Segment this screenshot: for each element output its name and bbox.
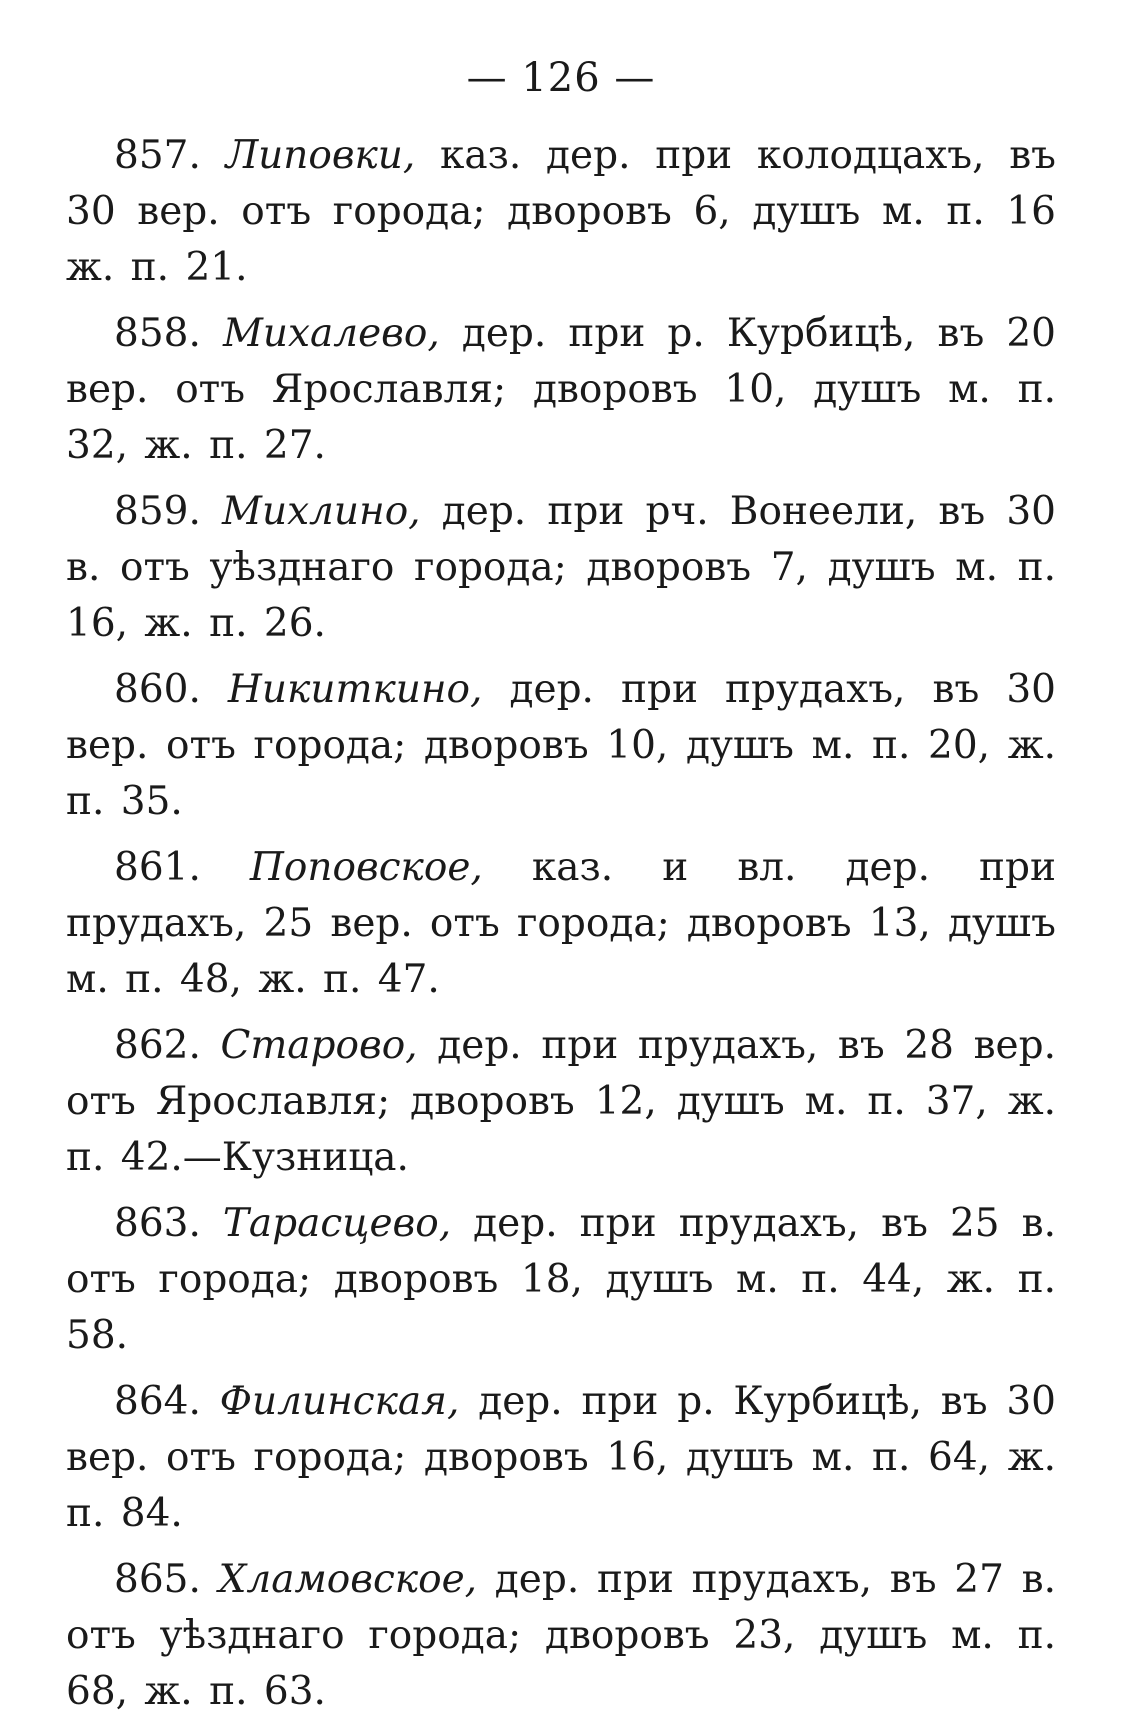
entry-number: 857. <box>114 133 201 178</box>
entry-864 <box>66 1374 1056 1542</box>
page-number: — 126 — <box>466 55 656 101</box>
entry-number: 863. <box>114 1201 201 1246</box>
entry-text: дер. при р. Курбицѣ, въ 20 вер. отъ Ярославля; дворовъ 10, душъ м. п. 32, ж. п. 27. <box>66 311 1056 468</box>
entry-text: каз. дер. при колодцахъ, въ 30 вер. отъ города; дворовъ 6, душъ м. п. 16 ж. п. 21. <box>66 133 1056 290</box>
entry-number: 858. <box>114 311 201 356</box>
entry-number: 859. <box>114 489 201 534</box>
entry-859 <box>66 484 1056 652</box>
entry-857 <box>66 128 1056 296</box>
entry-861 <box>66 840 1056 1008</box>
place-name: Никиткино, <box>227 667 483 712</box>
place-name: Липовки, <box>225 133 416 178</box>
place-name: Михлино, <box>222 489 421 534</box>
place-name: Хламовское, <box>218 1557 478 1602</box>
entry-865 <box>66 1552 1056 1720</box>
entry-text: дер. при прудахъ, въ 27 в. отъ уѣзднаго города; дворовъ 23, душъ м. п. 68, ж. п. 63. <box>66 1557 1056 1714</box>
entry-number: 860. <box>114 667 201 712</box>
entry-858 <box>66 306 1056 474</box>
entry-number: 864. <box>114 1379 201 1424</box>
entry-860 <box>66 662 1056 830</box>
entry-number: 865. <box>114 1557 201 1602</box>
entry-text: каз. и вл. дер. при прудахъ, 25 вер. отъ города; дворовъ 13, душъ м. п. 48, ж. п. 47. <box>66 845 1056 1002</box>
entry-number: 862. <box>114 1023 201 1068</box>
place-name: Михалево, <box>222 311 440 356</box>
entry-text: дер. при р. Курбицѣ, въ 30 вер. отъ города; дворовъ 16, душъ м. п. 64, ж. п. 84. <box>66 1379 1056 1536</box>
document-page <box>66 48 1056 1730</box>
entry-number: 861. <box>114 845 201 890</box>
entry-text: дер. при прудахъ, въ 25 в. отъ города; дворовъ 18, душъ м. п. 44, ж. п. 58. <box>66 1201 1056 1358</box>
place-name: Тарасцево, <box>222 1201 452 1246</box>
entry-text: дер. при рч. Вонеели, въ 30 в. отъ уѣзднаго города; дворовъ 7, душъ м. п. 16, ж. п. 26. <box>66 489 1056 646</box>
place-name: Старово, <box>220 1023 418 1068</box>
entry-862 <box>66 1018 1056 1186</box>
entry-text: дер. при прудахъ, въ 30 вер. отъ города; дворовъ 10, душъ м. п. 20, ж. п. 35. <box>66 667 1056 824</box>
place-name: Поповское, <box>249 845 483 890</box>
entry-863 <box>66 1196 1056 1364</box>
entry-text: дер. при прудахъ, въ 28 вер. отъ Ярославля; дворовъ 12, душъ м. п. 37, ж. п. 42.—Кузница. <box>66 1023 1056 1180</box>
place-name: Филинская, <box>219 1379 460 1424</box>
